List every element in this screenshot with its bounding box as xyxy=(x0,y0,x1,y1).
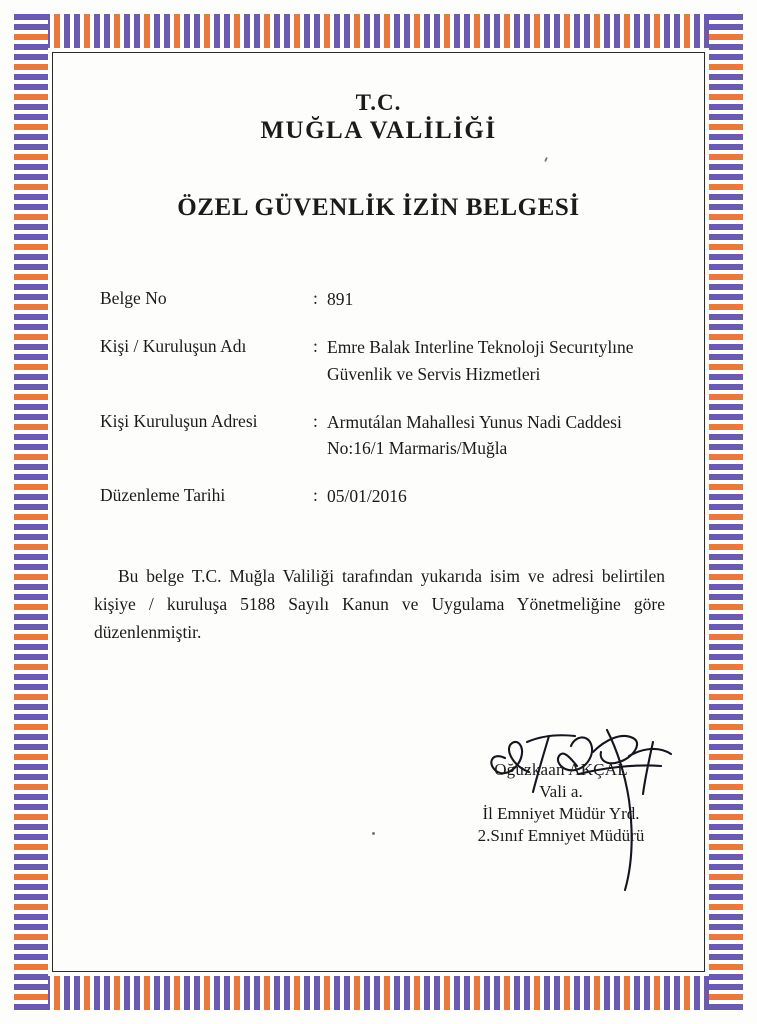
header-governorship-line: MUĞLA VALİLİĞİ xyxy=(260,117,497,145)
signatory-role-line-3: 2.Sınıf Emniyet Müdürü xyxy=(477,826,645,845)
field-value xyxy=(327,409,671,462)
field-value-line-2: No:16/1 Marmaris/Muğla xyxy=(327,438,508,459)
field-row-kurulus-adi xyxy=(100,334,671,387)
field-row-belge-no xyxy=(100,286,671,312)
signatory-role-line-2: İl Emniyet Müdür Yrd. xyxy=(482,804,640,823)
border-band-right xyxy=(709,14,743,1010)
field-separator: : xyxy=(313,485,318,506)
field-value xyxy=(327,334,671,387)
field-value xyxy=(327,483,671,509)
header-republic-line: T.C. xyxy=(355,90,402,115)
field-value xyxy=(327,286,671,312)
page-title: ÖZEL GÜVENLİK İZİN BELGESİ xyxy=(177,194,580,222)
field-row-kurulus-adresi xyxy=(100,409,671,462)
border-band-top xyxy=(14,14,743,48)
field-row-duzenleme-tarihi xyxy=(100,483,671,509)
field-list xyxy=(86,286,671,510)
field-value-line-1: Armutálan Mahallesi Yunus Nadi Caddesi xyxy=(327,411,622,432)
field-separator: : xyxy=(313,410,318,431)
field-label: Kişi Kuruluşun Adresi xyxy=(100,410,258,431)
field-separator: : xyxy=(313,336,318,357)
signature-block xyxy=(401,760,721,846)
field-label: Kişi / Kuruluşun Adı xyxy=(100,336,247,357)
field-value-line-2: Güvenlik ve Servis Hizmetleri xyxy=(327,363,541,384)
border-band-bottom xyxy=(14,976,743,1010)
field-label: Düzenleme Tarihi xyxy=(100,485,226,506)
scan-speck xyxy=(372,832,375,835)
field-separator: : xyxy=(313,288,318,309)
field-value-line-1: 05/01/2016 xyxy=(327,486,407,507)
signatory-role-line-1: Vali a. xyxy=(539,782,583,801)
signatory-name: Oğuzkaan AKÇAL xyxy=(494,760,628,779)
field-label: Belge No xyxy=(100,288,167,309)
border-band-left xyxy=(14,14,48,1010)
field-value-line-1: 891 xyxy=(327,289,354,310)
body-paragraph: Bu belge T.C. Muğla Valiliği tarafından yukarıda isim ve adresi belirtilen kişiye / kuruluşa 5188 Sayılı Kanun ve Uygulama Yönetmeliğine göre düzenlenmiştir. xyxy=(94,565,665,643)
field-value-line-1: Emre Balak Interline Teknoloji Securıtylıne xyxy=(327,337,634,358)
